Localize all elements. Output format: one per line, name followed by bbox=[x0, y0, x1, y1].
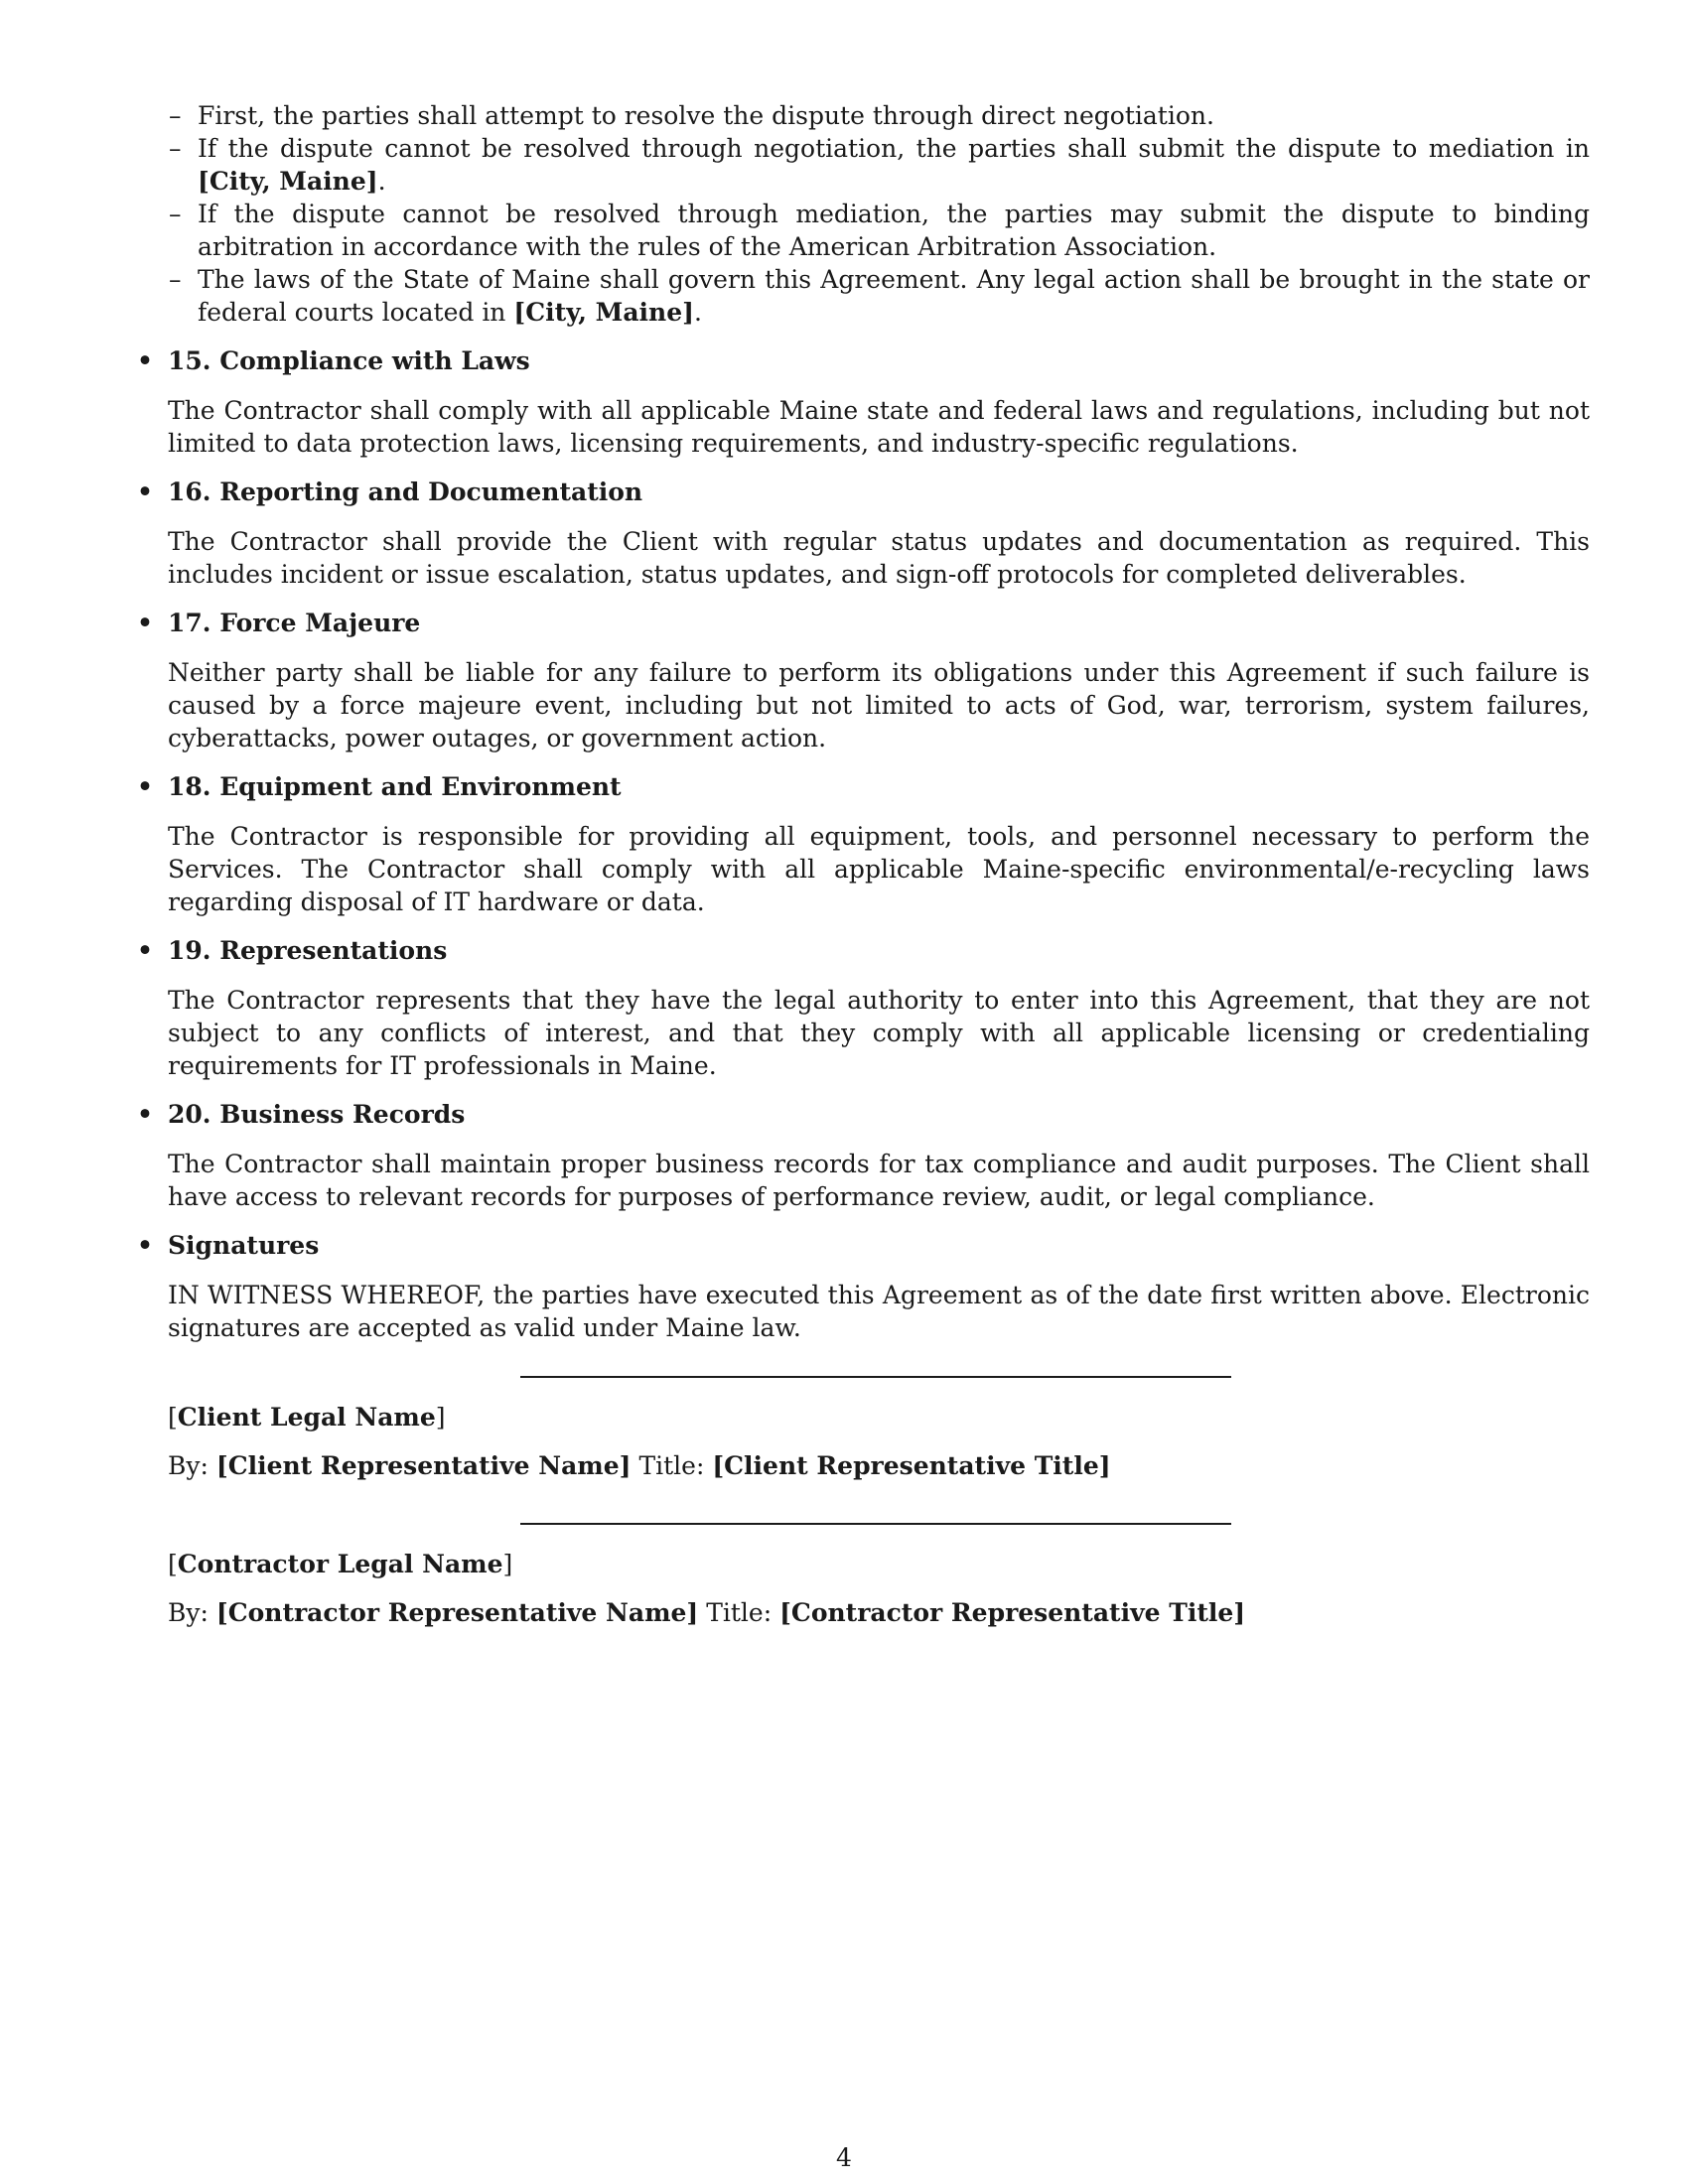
section-title: 17. Force Majeure bbox=[168, 609, 421, 637]
dispute-step-end: . bbox=[377, 167, 386, 196]
bullet-marker: • bbox=[137, 936, 153, 965]
section-title: 20. Business Records bbox=[168, 1100, 466, 1129]
section-title: 15. Compliance with Laws bbox=[168, 346, 530, 375]
dispute-step-end: . bbox=[693, 298, 702, 327]
section-body-15: The Contractor shall comply with all applicable Maine state and federal laws and regulations, including but not limited to data protection laws, licensing requirements, and industry-specific regulations. bbox=[168, 396, 1590, 458]
section-body-19: The Contractor represents that they have the legal authority to enter into this Agreement, that they are not subject to any conflicts of interest, and that they comply with all applicable licensing or credentialing requirements for IT professionals in Maine. bbox=[168, 986, 1590, 1080]
client-representative-line bbox=[168, 1449, 1590, 1482]
section-heading-15 bbox=[137, 344, 530, 377]
bullet-marker: • bbox=[137, 346, 153, 375]
contractor-name-text: Contractor Legal Name bbox=[177, 1550, 503, 1578]
contractor-legal-name bbox=[168, 1548, 1590, 1580]
client-representative-title: [Client Representative Title] bbox=[712, 1451, 1111, 1480]
client-name-text: Client Legal Name bbox=[177, 1403, 436, 1432]
bullet-marker: • bbox=[137, 609, 153, 637]
client-representative-name: [Client Representative Name] bbox=[215, 1451, 632, 1480]
city-placeholder: [City, Maine] bbox=[198, 167, 378, 196]
title-label: Title: bbox=[698, 1598, 780, 1627]
page-number: 4 bbox=[836, 2143, 852, 2172]
client-legal-name bbox=[168, 1401, 1590, 1433]
contractor-representative-name: [Contractor Representative Name] bbox=[215, 1598, 699, 1627]
section-title: 19. Representations bbox=[168, 936, 448, 965]
section-body-18: The Contractor is responsible for providing all equipment, tools, and personnel necessary to perform the Services. The Contractor shall comply with all applicable Maine-specific environmental/e-recycling laws regarding disposal of IT hardware or data. bbox=[168, 822, 1590, 916]
section-heading-18 bbox=[137, 770, 622, 803]
dash-marker: – bbox=[169, 134, 182, 163]
section-title: 18. Equipment and Environment bbox=[168, 772, 622, 801]
contractor-representative-title: [Contractor Representative Title] bbox=[779, 1598, 1246, 1627]
bullet-marker: • bbox=[137, 772, 153, 801]
bracket-open: [ bbox=[168, 1550, 178, 1578]
title-label: Title: bbox=[631, 1451, 713, 1480]
dash-marker: – bbox=[169, 265, 182, 294]
bullet-marker: • bbox=[137, 478, 153, 506]
section-body-17: Neither party shall be liable for any failure to perform its obligations under this Agreement if such failure is caused by a force majeure event, including but not limited to acts of God, war, terrorism, system failures, cyberattacks, power outages, or government action. bbox=[168, 658, 1590, 752]
bullet-marker: • bbox=[137, 1100, 153, 1129]
bracket-open: [ bbox=[168, 1403, 178, 1432]
by-label: By: bbox=[168, 1598, 216, 1627]
section-body-signatures: IN WITNESS WHEREOF, the parties have executed this Agreement as of the date first written above. Electronic signatures are accepted as valid under Maine law. bbox=[168, 1281, 1590, 1342]
dispute-step-text: If the dispute cannot be resolved through mediation, the parties may submit the dispute to binding arbitration in accordance with the rules of the American Arbitration Association. bbox=[198, 200, 1590, 261]
city-placeholder: [City, Maine] bbox=[513, 298, 694, 327]
dispute-step-text: First, the parties shall attempt to resolve the dispute through direct negotiation. bbox=[198, 101, 1214, 130]
contractor-representative-line bbox=[168, 1596, 1590, 1629]
dispute-step-text: The laws of the State of Maine shall govern this Agreement. Any legal action shall be brought in the state or federal courts located in bbox=[198, 265, 1590, 327]
section-heading-17 bbox=[137, 607, 421, 639]
section-body-16: The Contractor shall provide the Client with regular status updates and documentation as required. This includes incident or issue escalation, status updates, and sign-off protocols for completed deliverables. bbox=[168, 527, 1590, 589]
section-heading-signatures bbox=[137, 1229, 320, 1262]
dispute-step-text: If the dispute cannot be resolved through negotiation, the parties shall submit the dispute to mediation in bbox=[198, 134, 1590, 163]
section-heading-16 bbox=[137, 476, 643, 508]
section-title: Signatures bbox=[168, 1231, 320, 1260]
section-title: 16. Reporting and Documentation bbox=[168, 478, 643, 506]
dispute-step-4 bbox=[169, 263, 1590, 329]
section-heading-20 bbox=[137, 1098, 466, 1131]
by-label: By: bbox=[168, 1451, 216, 1480]
bracket-close: ] bbox=[502, 1550, 513, 1578]
dispute-step-1 bbox=[169, 99, 1590, 132]
client-signature-line bbox=[520, 1376, 1231, 1378]
bullet-marker: • bbox=[137, 1231, 153, 1260]
dispute-step-2 bbox=[169, 132, 1590, 198]
contractor-signature-line bbox=[520, 1523, 1231, 1525]
section-heading-19 bbox=[137, 934, 448, 967]
section-body-20: The Contractor shall maintain proper business records for tax compliance and audit purposes. The Client shall have access to relevant records for purposes of performance review, audit, or legal compliance. bbox=[168, 1150, 1590, 1211]
dash-marker: – bbox=[169, 101, 182, 130]
bracket-close: ] bbox=[435, 1403, 446, 1432]
dispute-step-3 bbox=[169, 198, 1590, 263]
dash-marker: – bbox=[169, 200, 182, 228]
